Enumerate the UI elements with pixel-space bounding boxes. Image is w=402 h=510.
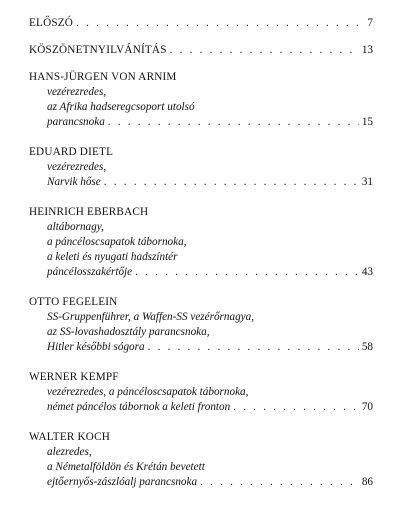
toc-entry[interactable] bbox=[29, 205, 373, 280]
entry-subtitle: vezérezredes, bbox=[47, 161, 107, 173]
entry-subtitle: altábornagy, bbox=[47, 221, 104, 233]
entry-subtitle: a Németalföldön és Krétán bevetett bbox=[47, 461, 205, 473]
dot-leader bbox=[233, 400, 359, 415]
toc-entry[interactable] bbox=[29, 430, 373, 490]
page-number: 70 bbox=[361, 401, 373, 413]
entry-title: HEINRICH EBERBACH bbox=[29, 206, 149, 218]
entry-subtitle: SS-Gruppenführer, a Waffen-SS vezérőrnagya, bbox=[47, 311, 255, 323]
entry-subtitle: vezérezredes, bbox=[47, 86, 107, 98]
toc-line bbox=[29, 43, 373, 58]
dot-leader bbox=[148, 340, 359, 355]
entry-subtitle: páncélosszakértője bbox=[47, 266, 133, 278]
entry-subtitle: parancsnoka bbox=[47, 116, 105, 128]
toc-entry[interactable] bbox=[29, 145, 373, 190]
dot-leader bbox=[104, 175, 359, 190]
page-number: 58 bbox=[361, 341, 373, 353]
toc-entry[interactable] bbox=[29, 370, 373, 415]
page-number: 43 bbox=[361, 266, 373, 278]
toc-entry[interactable] bbox=[29, 43, 373, 58]
entry-subtitle: vezérezredes, a páncéloscsapatok tábornoka, bbox=[47, 386, 249, 398]
page-number: 7 bbox=[367, 17, 373, 29]
entry-subtitle: alezredes, bbox=[47, 446, 92, 458]
entry-title: WERNER KEMPF bbox=[29, 371, 119, 383]
toc-line bbox=[29, 340, 373, 355]
toc-entry[interactable] bbox=[29, 70, 373, 130]
entry-subtitle: a páncéloscsapatok tábornoka, bbox=[47, 236, 187, 248]
page-number: 31 bbox=[361, 176, 373, 188]
entry-title: ELŐSZÓ bbox=[29, 17, 74, 29]
dot-leader bbox=[76, 16, 364, 31]
toc-entry[interactable] bbox=[29, 16, 373, 31]
page-number: 86 bbox=[361, 476, 373, 488]
entry-subtitle: ejtőernyős-zászlóalj parancsnoka bbox=[47, 476, 198, 488]
toc-line bbox=[29, 175, 373, 190]
toc-line bbox=[29, 115, 373, 130]
toc-entry[interactable] bbox=[29, 295, 373, 355]
toc-line bbox=[29, 16, 373, 31]
page-number: 13 bbox=[361, 44, 373, 56]
entry-title: KÖSZÖNETNYILVÁNÍTÁS bbox=[29, 44, 167, 56]
entry-title: OTTO FEGELEIN bbox=[29, 296, 118, 308]
dot-leader bbox=[135, 265, 359, 280]
dot-leader bbox=[170, 43, 359, 58]
entry-subtitle: a keleti és nyugati hadszíntér bbox=[47, 251, 178, 263]
toc-line bbox=[29, 475, 373, 490]
entry-title: WALTER KOCH bbox=[29, 431, 111, 443]
dot-leader bbox=[108, 115, 359, 130]
entry-subtitle: az Afrika hadseregcsoport utolsó bbox=[47, 101, 195, 113]
toc-line bbox=[29, 400, 373, 415]
entry-title: HANS-JÜRGEN VON ARNIM bbox=[29, 71, 177, 83]
dot-leader bbox=[200, 475, 359, 490]
entry-subtitle: az SS-lovashadosztály parancsnoka, bbox=[47, 326, 210, 338]
page-number: 15 bbox=[361, 116, 373, 128]
entry-subtitle: Hitler későbbi sógora bbox=[47, 341, 145, 353]
entry-subtitle: német páncélos tábornok a keleti fronton bbox=[47, 401, 231, 413]
entry-title: EDUARD DIETL bbox=[29, 146, 114, 158]
entry-subtitle: Narvik hőse bbox=[47, 176, 101, 188]
toc-line bbox=[29, 265, 373, 280]
table-of-contents bbox=[29, 16, 373, 505]
